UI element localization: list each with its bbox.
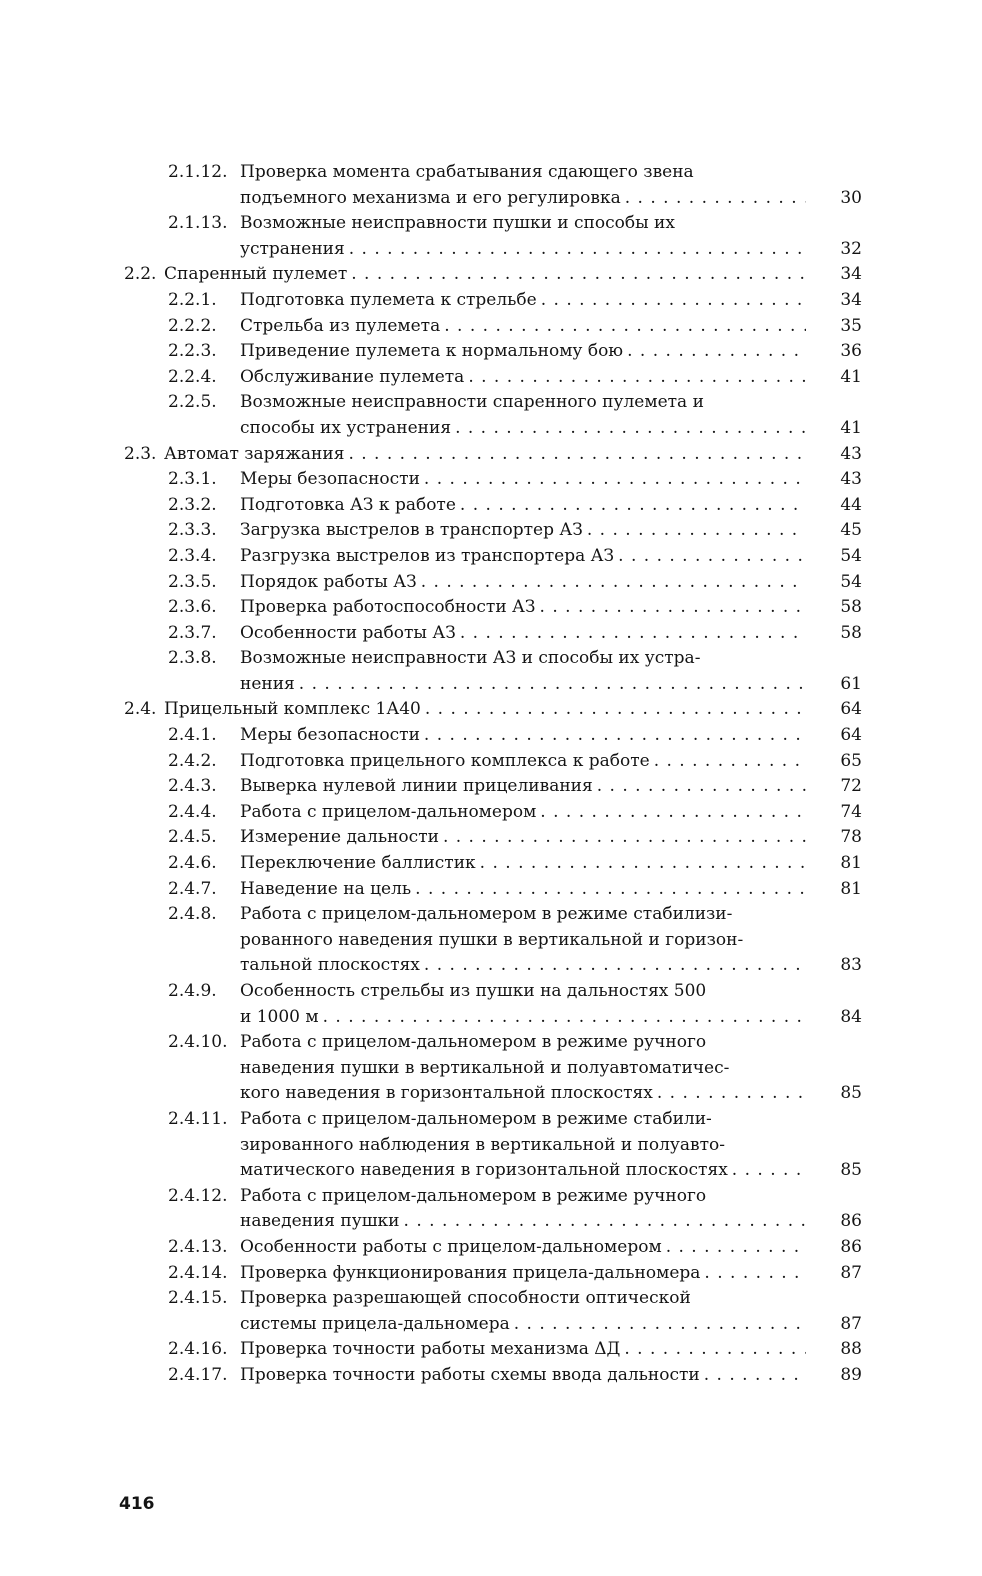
toc-entry-line (124, 570, 862, 596)
toc-entry-line (124, 288, 862, 314)
toc-entry-title: Переключение баллистик (240, 853, 476, 874)
toc-entry-line (124, 442, 862, 468)
toc-entry-line (124, 314, 862, 340)
toc-entry-line (124, 928, 862, 954)
toc-entry-number: 2.3.1. (168, 469, 217, 490)
toc-entry-page: 89 (840, 1364, 862, 1385)
toc-entry-number: 2.4.2. (168, 750, 217, 771)
toc-entry-number: 2.4.13. (168, 1236, 228, 1257)
toc-entry-number: 2.4.11. (168, 1108, 228, 1129)
toc-entry-title: Особенность стрельбы из пушки на дальностях 500 (240, 981, 707, 1001)
toc-entry-page: 64 (840, 699, 862, 720)
toc-entry-title: Наведение на цель (240, 878, 412, 899)
toc-entry-page: 61 (840, 673, 862, 694)
toc-entry-title: устранения (240, 238, 345, 259)
toc-entry-line (124, 646, 862, 672)
toc-entry-title: Проверка функционирования прицела-дальномера (240, 1262, 701, 1283)
toc-entry-title: Загрузка выстрелов в транспортер АЗ (240, 520, 583, 541)
toc-entry-line (124, 1133, 862, 1159)
toc-entry-title: рованного наведения пушки в вертикальной и горизон- (240, 929, 744, 950)
toc-entry-line (124, 1056, 862, 1082)
toc-entry-number: 2.2.1. (168, 289, 217, 310)
toc-entry-title: Работа с прицелом-дальномером в режиме ручного (240, 1032, 707, 1053)
toc-entry-line (124, 467, 862, 493)
toc-entry-number: 2.4.10. (168, 1032, 228, 1053)
toc-entry-line (124, 877, 862, 903)
toc-entry-line (124, 1363, 862, 1389)
toc-entry-line (124, 800, 862, 826)
toc-entry-line (124, 493, 862, 519)
toc-entry-page: 83 (840, 955, 862, 976)
toc-entry-line (124, 237, 862, 263)
toc-entry-line (124, 1286, 862, 1312)
toc-entry-line (124, 339, 862, 365)
toc-entry-number: 2.4.17. (168, 1364, 228, 1385)
toc-entry-number: 2.2. (124, 264, 157, 285)
toc-entry-number: 2.4. (124, 699, 157, 720)
toc-entry-page: 86 (840, 1211, 862, 1232)
toc-entry-title: кого наведения в горизонтальной плоскостях (240, 1083, 653, 1104)
toc-entry-page: 74 (840, 801, 862, 822)
toc-entry-title: Стрельба из пулемета (240, 315, 441, 336)
toc-entry-page: 35 (840, 315, 862, 336)
toc-entry-page: 34 (840, 264, 862, 285)
toc-entry-page: 87 (840, 1313, 862, 1334)
toc-entry-title: Прицельный комплекс 1А40 (164, 699, 421, 720)
toc-entry-number: 2.3.4. (168, 545, 217, 566)
toc-entry-line (124, 365, 862, 391)
toc-entry-page: 64 (840, 725, 862, 746)
toc-entry-line (124, 416, 862, 442)
toc-entry-page: 86 (840, 1236, 862, 1257)
toc-entry-line (124, 723, 862, 749)
toc-entry-title: зированного наблюдения в вертикальной и полуавто- (240, 1134, 726, 1155)
toc-entry-title: способы их устранения (240, 417, 452, 438)
toc-entry-line (124, 953, 862, 979)
toc-entry-title: Меры безопасности (240, 725, 420, 746)
toc-entry-page: 45 (840, 520, 862, 541)
toc-entry-page: 88 (840, 1339, 862, 1360)
toc-entry-number: 2.2.5. (168, 392, 217, 413)
toc-entry-number: 2.2.2. (168, 315, 217, 336)
toc-entry-line (124, 518, 862, 544)
toc-entry-line (124, 697, 862, 723)
toc-entry-line (124, 1158, 862, 1184)
toc-entry-title: Проверка момента срабатывания сдающего звена (240, 162, 694, 182)
toc-entry-page: 44 (840, 494, 862, 515)
toc-entry-line (124, 390, 862, 416)
toc-entry-line (124, 160, 862, 186)
toc-entry-title: Подготовка пулемета к стрельбе (240, 289, 537, 310)
toc-entry-page: 58 (840, 597, 862, 618)
toc-entry-title: Измерение дальности (240, 827, 439, 848)
toc-entry-title: Приведение пулемета к нормальному бою (240, 341, 624, 362)
toc-entry-page: 34 (840, 289, 862, 310)
toc-entry-number: 2.3.6. (168, 597, 217, 618)
toc-entry-page: 85 (840, 1160, 862, 1181)
toc-entry-number: 2.4.6. (168, 853, 217, 874)
toc-entry-title: Проверка точности работы схемы ввода дальности (240, 1364, 700, 1385)
toc-entry-page: 81 (840, 853, 862, 874)
toc-entry-line (124, 672, 862, 698)
toc-entry-title: Работа с прицелом-дальномером в режиме ручного (240, 1185, 707, 1206)
toc-entry-title: Работа с прицелом-дальномером (240, 801, 537, 822)
page-number: 416 (119, 1494, 155, 1514)
toc-entry-title: Обслуживание пулемета (240, 366, 465, 387)
toc-entry-number: 2.4.9. (168, 981, 217, 1001)
toc-entry-number: 2.3.3. (168, 520, 217, 541)
toc-entry-page: 41 (840, 366, 862, 387)
toc-entry-title: Проверка точности работы механизма ΔД (240, 1339, 621, 1360)
toc-entry-title: Особенности работы АЗ (240, 622, 456, 643)
toc-entry-number: 2.4.14. (168, 1262, 228, 1283)
toc-entry-page: 85 (840, 1083, 862, 1104)
toc-entry-number: 2.3. (124, 443, 157, 464)
toc-entry-title: наведения пушки (240, 1211, 400, 1232)
toc-entry-page: 84 (840, 1006, 862, 1027)
toc-entry-line (124, 1030, 862, 1056)
toc-entry-number: 2.3.7. (168, 622, 217, 643)
toc-entry-line (124, 544, 862, 570)
toc-entry-number: 2.4.15. (168, 1288, 228, 1309)
toc-entry-title: матического наведения в горизонтальной плоскостях (240, 1160, 728, 1181)
toc-entry-number: 2.3.5. (168, 571, 217, 592)
toc-entry-title: наведения пушки в вертикальной и полуавтоматичес- (240, 1057, 730, 1078)
toc-entry-title: Возможные неисправности спаренного пулемета и (240, 392, 704, 413)
toc-entry-title: Проверка разрешающей способности оптической (240, 1288, 691, 1309)
toc-entry-page: 87 (840, 1262, 862, 1283)
toc-entry-title: подъемного механизма и его регулировка (240, 187, 621, 208)
toc-entry-number: 2.4.1. (168, 725, 217, 746)
toc-entry-line (124, 1005, 862, 1031)
toc-entry-title: Возможные неисправности пушки и способы их (240, 213, 675, 234)
toc-entry-number: 2.4.12. (168, 1185, 228, 1206)
toc-entry-line (124, 825, 862, 851)
toc-entry-number: 2.1.13. (168, 213, 228, 234)
toc-entry-line (124, 621, 862, 647)
toc-entry-page: 72 (840, 776, 862, 797)
toc-entry-line (124, 595, 862, 621)
toc-entry-page: 81 (840, 878, 862, 899)
toc-entry-line (124, 774, 862, 800)
toc-entry-page: 78 (840, 827, 862, 848)
toc-entry-title: Подготовка АЗ к работе (240, 494, 456, 515)
toc-entry-title: Разгрузка выстрелов из транспортера АЗ (240, 545, 615, 566)
toc-entry-number: 2.4.8. (168, 904, 217, 925)
toc-entry-line (124, 1261, 862, 1287)
toc-entry-title: и 1000 м (240, 1006, 319, 1027)
toc-entry-line (124, 979, 862, 1005)
toc-entry-page: 54 (840, 545, 862, 566)
toc-entry-title: тальной плоскостях (240, 955, 420, 976)
toc-entry-page: 36 (840, 341, 862, 362)
toc-entry-number: 2.4.16. (168, 1339, 228, 1360)
toc-entry-number: 2.1.12. (168, 162, 228, 182)
toc-entry-title: Выверка нулевой линии прицеливания (240, 776, 593, 797)
toc-entry-number: 2.3.8. (168, 648, 217, 669)
toc-entry-page: 43 (840, 469, 862, 490)
toc-entry-title: Работа с прицелом-дальномером в режиме стабили- (240, 1108, 712, 1129)
toc-entry-title: Проверка работоспособности АЗ (240, 597, 536, 618)
toc-entry-line (124, 1337, 862, 1363)
toc-entry-title: Порядок работы АЗ (240, 571, 417, 592)
toc-entry-line (124, 186, 862, 212)
toc-entry-title: Работа с прицелом-дальномером в режиме стабилизи- (240, 904, 733, 925)
toc-entry-line (124, 1209, 862, 1235)
toc-entry-title: системы прицела-дальномера (240, 1313, 510, 1334)
toc-entry-page: 32 (840, 238, 862, 259)
toc-entry-number: 2.4.5. (168, 827, 217, 848)
toc-entry-number: 2.4.3. (168, 776, 217, 797)
toc-entry-number: 2.2.4. (168, 366, 217, 387)
toc-entry-title: Меры безопасности (240, 469, 420, 490)
toc-entry-number: 2.3.2. (168, 494, 217, 515)
toc-entry-page: 43 (840, 443, 862, 464)
toc-entry-line (124, 1312, 862, 1338)
toc-entry-page: 54 (840, 571, 862, 592)
toc-entry-page: 41 (840, 417, 862, 438)
toc-entry-line (124, 1184, 862, 1210)
toc-entry-line (124, 1107, 862, 1133)
toc-entry-title: Подготовка прицельного комплекса к работе (240, 750, 650, 771)
toc-entry-title: Особенности работы с прицелом-дальномером (240, 1236, 662, 1257)
toc-entry-page: 65 (840, 750, 862, 771)
toc-entry-line (124, 211, 862, 237)
toc-entry-title: нения (240, 673, 295, 694)
toc-entry-title: Спаренный пулемет (164, 264, 348, 285)
toc-entry-title: Автомат заряжания (164, 443, 345, 464)
toc-entry-line (124, 1081, 862, 1107)
toc-entry-page: 30 (840, 187, 862, 208)
toc-entry-page: 58 (840, 622, 862, 643)
toc-entry-number: 2.4.7. (168, 878, 217, 899)
toc-entry-line (124, 749, 862, 775)
toc-entry-line (124, 902, 862, 928)
table-of-contents (124, 160, 862, 1389)
toc-entry-line (124, 851, 862, 877)
toc-entry-line (124, 1235, 862, 1261)
toc-entry-line (124, 262, 862, 288)
toc-entry-number: 2.2.3. (168, 341, 217, 362)
toc-entry-number: 2.4.4. (168, 801, 217, 822)
toc-entry-title: Возможные неисправности АЗ и способы их устра- (240, 648, 701, 669)
